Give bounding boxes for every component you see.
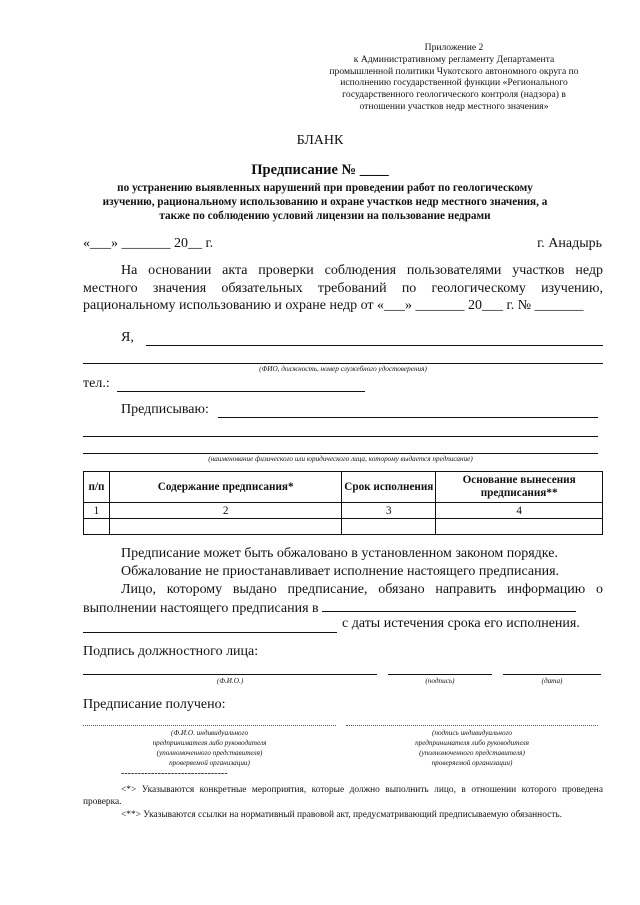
official-signature-caption: (подпись) — [425, 677, 455, 685]
footnote-separator: -------------------------------- — [121, 768, 228, 779]
appendix-line: промышленной политики Чукотского автономного округа по — [329, 65, 579, 77]
prescribe-label: Предписываю: — [121, 402, 209, 417]
subtitle-line: изучению, рациональному использованию и охране участков недр местного значения, а — [102, 196, 548, 209]
received-signature-line[interactable] — [346, 725, 598, 726]
fio-line[interactable] — [146, 345, 603, 346]
official-signature-line[interactable] — [388, 674, 492, 675]
appendix-line: к Административному регламенту Департамента — [353, 53, 555, 65]
caption-line: проверяемой организации) — [169, 759, 250, 767]
issue-date: «___» _______ 20__ г. — [83, 236, 214, 251]
footnote-1: <*> Указываются конкретные мероприятия, которые должно выполнить лицо, в отношении которого проведена проверка. — [83, 785, 603, 808]
appendix-line: исполнению государственной функции «Регионального — [340, 77, 568, 89]
caption-line: (уполномоченного представителя) — [419, 749, 525, 757]
table-cell[interactable] — [109, 519, 341, 535]
tel-line[interactable] — [117, 391, 365, 392]
blank-label: БЛАНК — [296, 133, 344, 148]
received-fio-line[interactable] — [83, 725, 336, 726]
entity-line-3[interactable] — [83, 453, 598, 454]
caption-line: предпринимателя либо руководителя — [152, 739, 267, 747]
table-cell[interactable] — [84, 519, 110, 535]
inform-text-part1: Лицо, которому выдано предписание, обязано направить информацию о выполнении настоящего предписания в — [83, 582, 603, 616]
table-row — [84, 519, 603, 535]
inform-text — [83, 581, 603, 617]
official-date-line[interactable] — [503, 674, 601, 675]
col-deadline-header: Срок исполнения — [342, 472, 436, 503]
table-cell: 4 — [436, 503, 603, 519]
tel-label: тел.: — [83, 376, 110, 391]
table-cell: 1 — [84, 503, 110, 519]
issue-city: г. Анадырь — [537, 236, 602, 251]
caption-line: (подпись индивидуального — [432, 729, 512, 737]
col-basis-header: Основание вынесения предписания** — [436, 472, 603, 503]
ya-label: Я, — [121, 330, 134, 345]
entity-line-2[interactable] — [83, 436, 598, 437]
caption-line: предпринимателя либо руководителя — [415, 739, 529, 747]
table-cell[interactable] — [436, 519, 603, 535]
col-number-header: п/п — [84, 472, 110, 503]
received-fio-caption — [83, 728, 336, 768]
official-fio-line[interactable] — [83, 674, 377, 675]
appendix-line: Приложение 2 — [424, 42, 484, 53]
official-fio-caption: (Ф.И.О.) — [216, 677, 244, 685]
no-suspend-text: Обжалование не приостанавливает исполнение настоящего предписания. — [121, 564, 560, 579]
received-label: Предписание получено: — [83, 697, 226, 712]
entity-caption: (наименование физического или юридического лица, которому выдается предписание) — [208, 455, 473, 463]
official-signature-label: Подпись должностного лица: — [83, 644, 259, 659]
appendix-line: государственного геологического контроля (надзора) в — [342, 89, 566, 101]
table-cell: 2 — [109, 503, 341, 519]
document-subtitle — [60, 181, 590, 224]
fio-caption: (ФИО, должность, номер служебного удостоверения) — [259, 365, 427, 373]
caption-line: (уполномоченного представителя) — [156, 749, 263, 757]
caption-line: (Ф.И.О. индивидуального — [170, 729, 249, 737]
subtitle-line: по устранению выявленных нарушений при проведении работ по геологическому — [117, 182, 533, 194]
inform-recipient-line-2[interactable] — [83, 632, 337, 633]
appendix-header — [298, 42, 610, 113]
table-cell: 3 — [342, 503, 436, 519]
inform-recipient-line[interactable] — [322, 599, 576, 612]
table-header-row — [84, 472, 603, 503]
official-date-caption: (дата) — [541, 677, 563, 685]
inform-text-part2: с даты истечения срока его исполнения. — [342, 616, 580, 631]
subtitle-line: также по соблюдению условий лицензии на пользование недрами — [159, 210, 491, 223]
caption-line: проверяемой организации) — [431, 759, 513, 767]
appendix-line: отношении участков недр местного значения» — [359, 100, 549, 112]
received-signature-caption — [346, 728, 598, 768]
table-cell[interactable] — [342, 519, 436, 535]
col-content-header: Содержание предписания* — [109, 472, 341, 503]
document-title: Предписание № ____ — [251, 162, 389, 178]
basis-paragraph: На основании акта проверки соблюдения пользователями участков недр местного значения обязательных требований по геологическому изучению, рациональному использованию и охране недр от «___» _______ 20___ г. № _______ — [83, 263, 603, 313]
appeal-text: Предписание может быть обжаловано в установленном законом порядке. — [121, 546, 558, 561]
table-row — [84, 503, 603, 519]
prescriptions-table — [83, 471, 603, 535]
footnote-2: <**> Указываются ссылки на нормативный правовой акт, предусматривающий предписываемую обязанность. — [121, 810, 562, 820]
entity-line[interactable] — [218, 417, 598, 418]
fio-line-2[interactable] — [83, 363, 603, 364]
